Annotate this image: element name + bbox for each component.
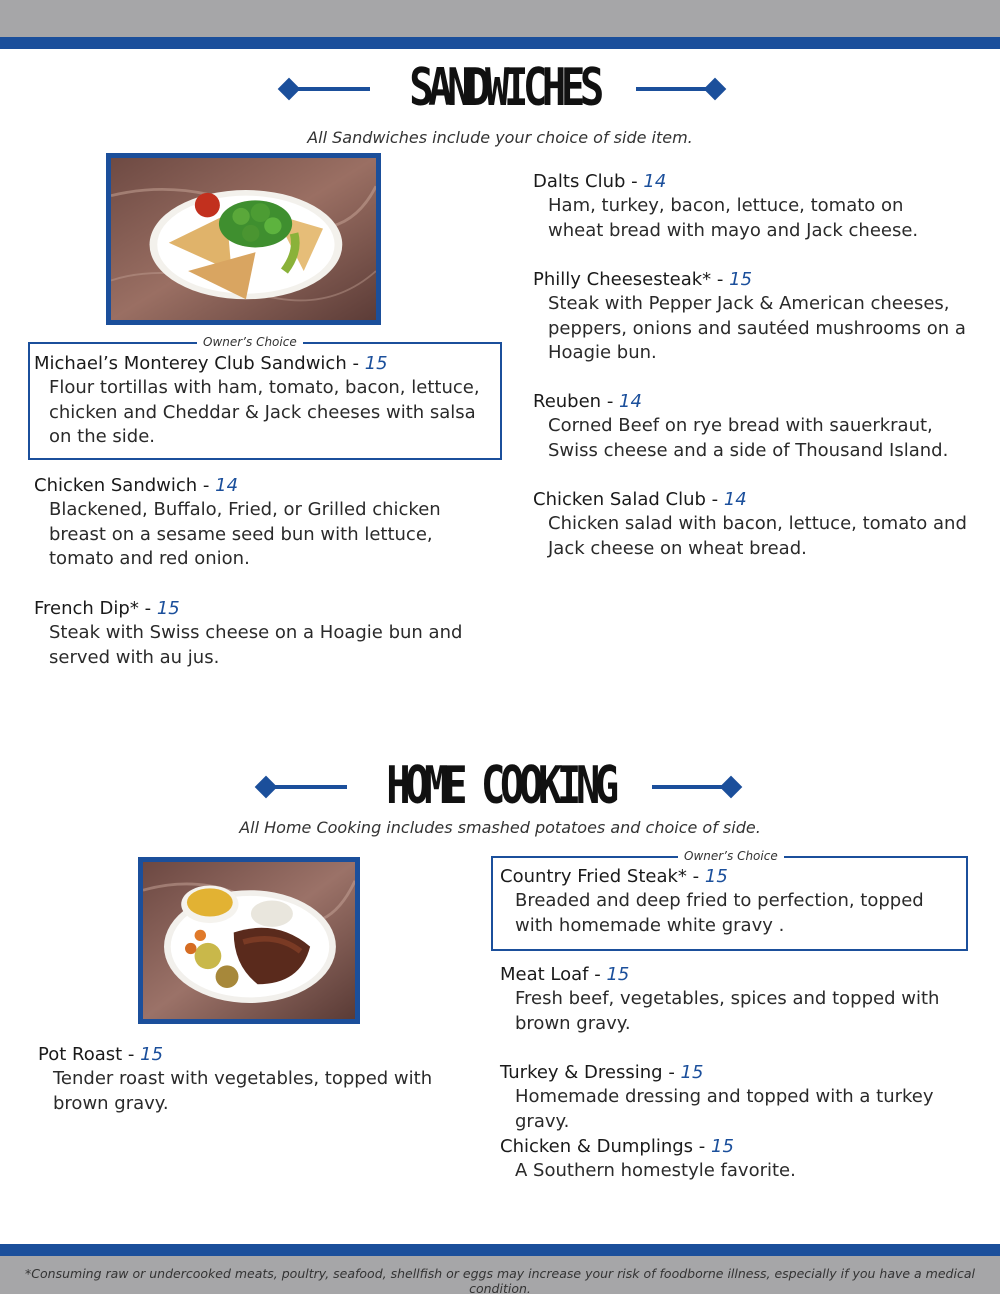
item-name: Reuben: [533, 391, 602, 412]
item-name: French Dip*: [34, 598, 139, 619]
item-description: Steak with Pepper Jack & American cheeses, peppers, onions and sautéed mushrooms on a Hoagie bun.: [548, 293, 966, 363]
section-subtitle: All Sandwiches include your choice of side item.: [307, 128, 693, 147]
item-name: Dalts Club: [533, 171, 626, 192]
item-price: 15: [140, 1044, 164, 1065]
item-description: Fresh beef, vegetables, spices and topped with brown gravy.: [515, 988, 940, 1034]
item-price: 14: [215, 475, 239, 496]
top-blue-stripe: [0, 37, 1000, 49]
section-subtitle: All Home Cooking includes smashed potatoes and choice of side.: [239, 818, 761, 837]
item-description: Steak with Swiss cheese on a Hoagie bun and served with au jus.: [49, 622, 463, 668]
item-description: Breaded and deep fried to perfection, topped with homemade white gravy .: [515, 890, 924, 936]
section-title-home-cooking: HOME COOKING: [386, 756, 614, 816]
item-description: A Southern homestyle favorite.: [515, 1160, 796, 1181]
owners-choice-label: Owner’s Choice: [678, 849, 784, 863]
bottom-blue-stripe: [0, 1244, 1000, 1256]
item-name: Pot Roast: [38, 1044, 123, 1065]
item-description: Chicken salad with bacon, lettuce, tomato and Jack cheese on wheat bread.: [548, 513, 967, 559]
section-title-sandwiches: SANDWICHES: [409, 58, 599, 118]
menu-item: Meat Loaf - 15 Fresh beef, vegetables, spices and topped with brown gravy.: [500, 963, 940, 1036]
item-name: Meat Loaf: [500, 964, 589, 985]
item-price: 14: [723, 489, 747, 510]
item-name: Chicken Salad Club: [533, 489, 706, 510]
menu-item: Reuben - 14 Corned Beef on rye bread with sauerkraut, Swiss cheese and a side of Thousand Island.: [533, 390, 983, 463]
menu-item: Chicken Sandwich - 14 Blackened, Buffalo, Fried, or Grilled chicken breast on a sesame seed bun with lettuce, tomato and red onion.: [34, 474, 494, 572]
item-price: 15: [729, 269, 753, 290]
item-description: Corned Beef on rye bread with sauerkraut, Swiss cheese and a side of Thousand Island.: [548, 415, 949, 461]
menu-item: Michael’s Monterey Club Sandwich - 15 Flour tortillas with ham, tomato, bacon, lettuce, chicken and Cheddar & Jack cheeses with salsa on the side.: [34, 352, 499, 450]
item-price: 15: [711, 1136, 734, 1157]
menu-item: Country Fried Steak* - 15 Breaded and deep fried to perfection, topped with homemade white gravy .: [500, 865, 965, 938]
item-price: 14: [643, 171, 667, 192]
item-name: Turkey & Dressing: [500, 1062, 663, 1083]
item-price: 15: [680, 1062, 704, 1083]
item-description: Ham, turkey, bacon, lettuce, tomato on wheat bread with mayo and Jack cheese.: [548, 195, 919, 241]
item-name: Country Fried Steak*: [500, 866, 687, 887]
pot-roast-photo: [138, 857, 360, 1024]
top-gray-bar: [0, 0, 1000, 37]
item-price: 15: [156, 598, 180, 619]
item-price: 15: [606, 964, 630, 985]
item-price: 14: [619, 391, 642, 412]
item-name: Chicken Sandwich: [34, 475, 198, 496]
item-name: Chicken & Dumplings: [500, 1136, 694, 1157]
menu-item: French Dip* - 15 Steak with Swiss cheese on a Hoagie bun and served with au jus.: [34, 597, 464, 670]
item-description: Flour tortillas with ham, tomato, bacon, lettuce, chicken and Cheddar & Jack cheeses with salsa on the side.: [49, 377, 480, 447]
item-description: Homemade dressing and topped with a turkey gravy.: [515, 1086, 934, 1132]
menu-item: Philly Cheesesteak* - 15 Steak with Pepper Jack & American cheeses, peppers, onions and sautéed mushrooms on a Hoagie bun.: [533, 268, 973, 366]
menu-item: Turkey & Dressing - 15 Homemade dressing and topped with a turkey gravy.: [500, 1061, 990, 1134]
item-price: 15: [364, 353, 388, 374]
menu-item: Dalts Club - 14 Ham, turkey, bacon, lettuce, tomato on wheat bread with mayo and Jack cheese.: [533, 170, 963, 243]
owners-choice-label: Owner’s Choice: [197, 335, 303, 349]
item-description: Blackened, Buffalo, Fried, or Grilled chicken breast on a sesame seed bun with lettuce, tomato and red onion.: [49, 499, 441, 569]
menu-item: Pot Roast - 15 Tender roast with vegetables, topped with brown gravy.: [38, 1043, 458, 1116]
sandwich-photo: [106, 153, 381, 325]
food-safety-disclaimer: *Consuming raw or undercooked meats, poultry, seafood, shellfish or eggs may increase your risk of foodborne illness, especially if you have a medical condition.: [25, 1266, 975, 1296]
item-price: 15: [704, 866, 728, 887]
menu-item: Chicken & Dumplings - 15 A Southern homestyle favorite.: [500, 1135, 940, 1184]
menu-item: Chicken Salad Club - 14 Chicken salad with bacon, lettuce, tomato and Jack cheese on wheat bread.: [533, 488, 973, 561]
item-name: Michael’s Monterey Club Sandwich: [34, 353, 347, 374]
item-description: Tender roast with vegetables, topped with brown gravy.: [53, 1068, 433, 1114]
item-name: Philly Cheesesteak*: [533, 269, 712, 290]
